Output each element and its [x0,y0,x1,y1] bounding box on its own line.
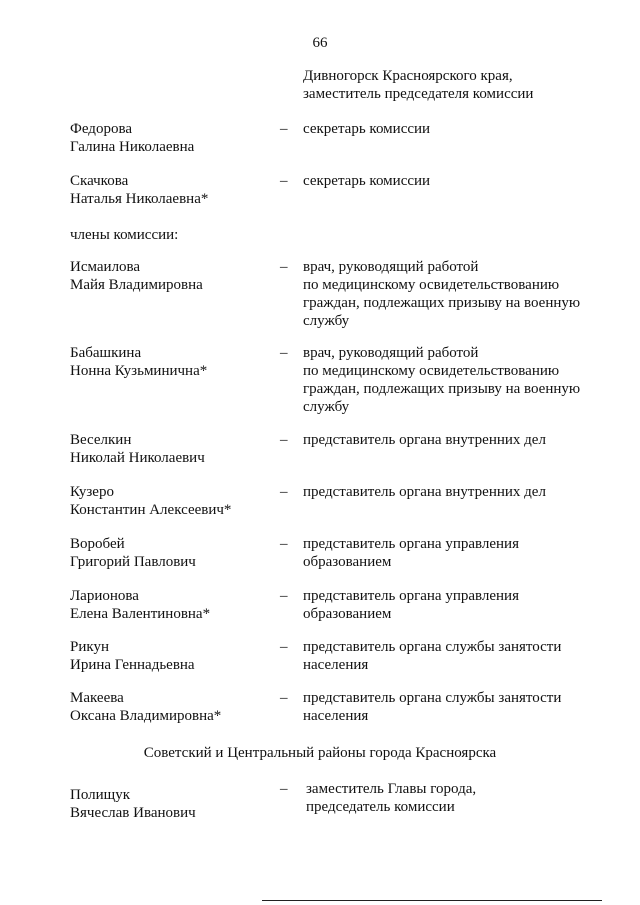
member-role [303,587,603,623]
role-line: по медицинскому освидетельствованию [303,363,560,379]
continued-role-line: Дивногорск Красноярского края, [303,68,513,84]
surname: Исмаилова [70,259,141,275]
given-names: Наталья Николаевна* [70,191,209,207]
dash-separator: – [280,259,288,275]
role-line: секретарь комиссии [303,121,431,137]
role-line: представитель органа управления [303,588,519,604]
member-name [70,535,270,571]
surname: Бабашкина [70,345,142,361]
page-number: 66 [312,35,328,51]
member-role [303,344,603,416]
role-line: представитель органа управления [303,536,519,552]
member-name [70,638,270,674]
member-role [303,431,603,449]
member-role [303,689,603,725]
member-role [303,483,603,501]
surname: Воробей [70,536,125,552]
role-line: образованием [303,606,392,622]
continued-role-line: заместитель председателя комиссии [303,86,534,102]
role-line: граждан, подлежащих призыву на военную [303,381,581,397]
dash-separator: – [280,432,288,448]
surname: Кузеро [70,484,114,500]
role-line: службу [303,399,350,415]
surname: Ларионова [70,588,139,604]
given-names: Вячеслав Иванович [70,805,196,821]
given-names: Николай Николаевич [70,450,205,466]
role-line: врач, руководящий работой [303,259,479,275]
member-role [303,638,603,674]
role-line: населения [303,708,369,724]
surname: Полищук [70,787,130,803]
member-name [70,786,270,822]
member-role [303,535,603,571]
member-name [70,431,270,467]
role-line: представитель органа внутренних дел [303,432,546,448]
dash-separator: – [280,173,288,189]
surname: Скачкова [70,173,129,189]
dash-separator: – [280,484,288,500]
role-line: представитель органа службы занятости [303,639,562,655]
dash-separator: – [280,639,288,655]
surname: Федорова [70,121,132,137]
role-line: службу [303,313,350,329]
member-role [306,780,606,816]
surname: Веселкин [70,432,132,448]
given-names: Елена Валентиновна* [70,606,211,622]
surname: Макеева [70,690,124,706]
given-names: Нонна Кузьминична* [70,363,208,379]
given-names: Ирина Геннадьевна [70,657,195,673]
given-names: Константин Алексеевич* [70,502,232,518]
member-name [70,689,270,725]
role-line: граждан, подлежащих призыву на военную [303,295,581,311]
member-name [70,344,270,380]
member-role [303,120,603,138]
role-line: секретарь комиссии [303,173,431,189]
footer-rule [262,900,602,901]
role-line: населения [303,657,369,673]
member-name [70,483,270,519]
dash-separator: – [280,690,288,706]
section-heading: Советский и Центральный районы города Красноярска [143,745,497,761]
dash-separator: – [280,588,288,604]
member-name [70,120,270,156]
member-name [70,258,270,294]
member-name [70,172,270,208]
role-line: представитель органа внутренних дел [303,484,546,500]
dash-separator: – [280,536,288,552]
continued-role [303,67,603,103]
role-line: образованием [303,554,392,570]
member-role [303,172,603,190]
members-heading: члены комиссии: [70,227,179,243]
given-names: Григорий Павлович [70,554,196,570]
role-line: председатель комиссии [306,799,455,815]
surname: Рикун [70,639,109,655]
role-line: заместитель Главы города, [306,781,477,797]
role-line: по медицинскому освидетельствованию [303,277,560,293]
dash-separator: – [280,781,288,797]
member-name [70,587,270,623]
role-line: представитель органа службы занятости [303,690,562,706]
dash-separator: – [280,121,288,137]
member-role [303,258,603,330]
given-names: Оксана Владимировна* [70,708,222,724]
dash-separator: – [280,345,288,361]
given-names: Галина Николаевна [70,139,195,155]
given-names: Майя Владимировна [70,277,203,293]
role-line: врач, руководящий работой [303,345,479,361]
